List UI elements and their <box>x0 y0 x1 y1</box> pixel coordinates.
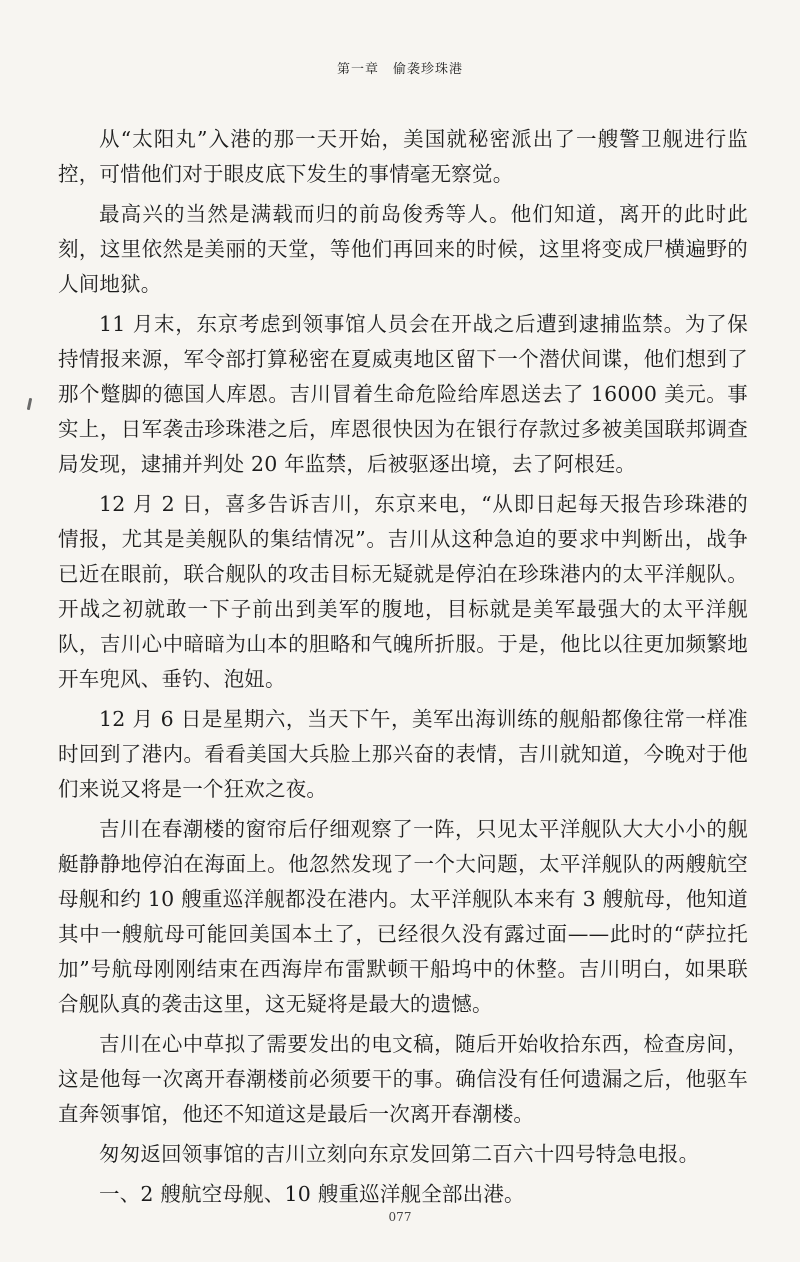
paragraph: 12 月 6 日是星期六，当天下午，美军出海训练的舰船都像往常一样准时回到了港内。看看美国大兵脸上那兴奋的表情，吉川就知道，今晚对于他们来说又将是一个狂欢之夜。 <box>58 707 748 801</box>
paragraph: 12 月 2 日，喜多告诉吉川，东京来电，“从即日起每天报告珍珠港的情报，尤其是美舰队的集结情况”。吉川从这种急迫的要求中判断出，战争已近在眼前，联合舰队的攻击目标无疑就是停泊在珍珠港内的太平洋舰队。开战之初就敢一下子前出到美军的腹地，目标就是美军最强大的太平洋舰队，吉川心中暗暗为山本的胆略和气魄所折服。于是，他比以往更加频繁地开车兜风、垂钓、泡妞。 <box>58 492 748 691</box>
page-number: 077 <box>388 1210 412 1224</box>
body-text <box>58 122 748 1217</box>
paragraph: 11 月末，东京考虑到领事馆人员会在开战之后遭到逮捕监禁。为了保持情报来源，军令部打算秘密在夏威夷地区留下一个潜伏间谍，他们想到了那个蹩脚的德国人库恩。吉川冒着生命危险给库恩送去了 16000 美元。事实上，日军袭击珍珠港之后，库恩很快因为在银行存款过多被美国联邦调查局发现，逮捕并判处 20 年监禁，后被驱逐出境，去了阿根廷。 <box>58 312 748 476</box>
paragraph: 从“太阳丸”入港的那一天开始，美国就秘密派出了一艘警卫舰进行监控，可惜他们对于眼皮底下发生的事情毫无察觉。 <box>58 127 748 186</box>
paragraph: 吉川在春潮楼的窗帘后仔细观察了一阵，只见太平洋舰队大大小小的舰艇静静地停泊在海面上。他忽然发现了一个大问题，太平洋舰队的两艘航空母舰和约 10 艘重巡洋舰都没在港内。太平洋舰队本来有 3 艘航母，他知道其中一艘航母可能回美国本土了，已经很久没有露过面——此时的“萨拉托加”号航母刚刚结束在西海岸布雷默顿干船坞中的休整。吉川明白，如果联合舰队真的袭击这里，这无疑将是最大的遗憾。 <box>58 817 748 1016</box>
paragraph: 最高兴的当然是满载而归的前岛俊秀等人。他们知道，离开的此时此刻，这里依然是美丽的天堂，等他们再回来的时候，这里将变成尸横遍野的人间地狱。 <box>58 202 748 296</box>
margin-mark <box>27 398 32 410</box>
paragraph: 吉川在心中草拟了需要发出的电文稿，随后开始收拾东西，检查房间，这是他每一次离开春潮楼前必须要干的事。确信没有任何遗漏之后，他驱车直奔领事馆，他还不知道这是最后一次离开春潮楼。 <box>58 1032 748 1126</box>
running-head: 第一章 偷袭珍珠港 <box>336 62 463 77</box>
paragraph: 一、2 艘航空母舰、10 艘重巡洋舰全部出港。 <box>99 1182 525 1206</box>
paragraph: 匆匆返回领事馆的吉川立刻向东京发回第二百六十四号特急电报。 <box>99 1142 700 1166</box>
